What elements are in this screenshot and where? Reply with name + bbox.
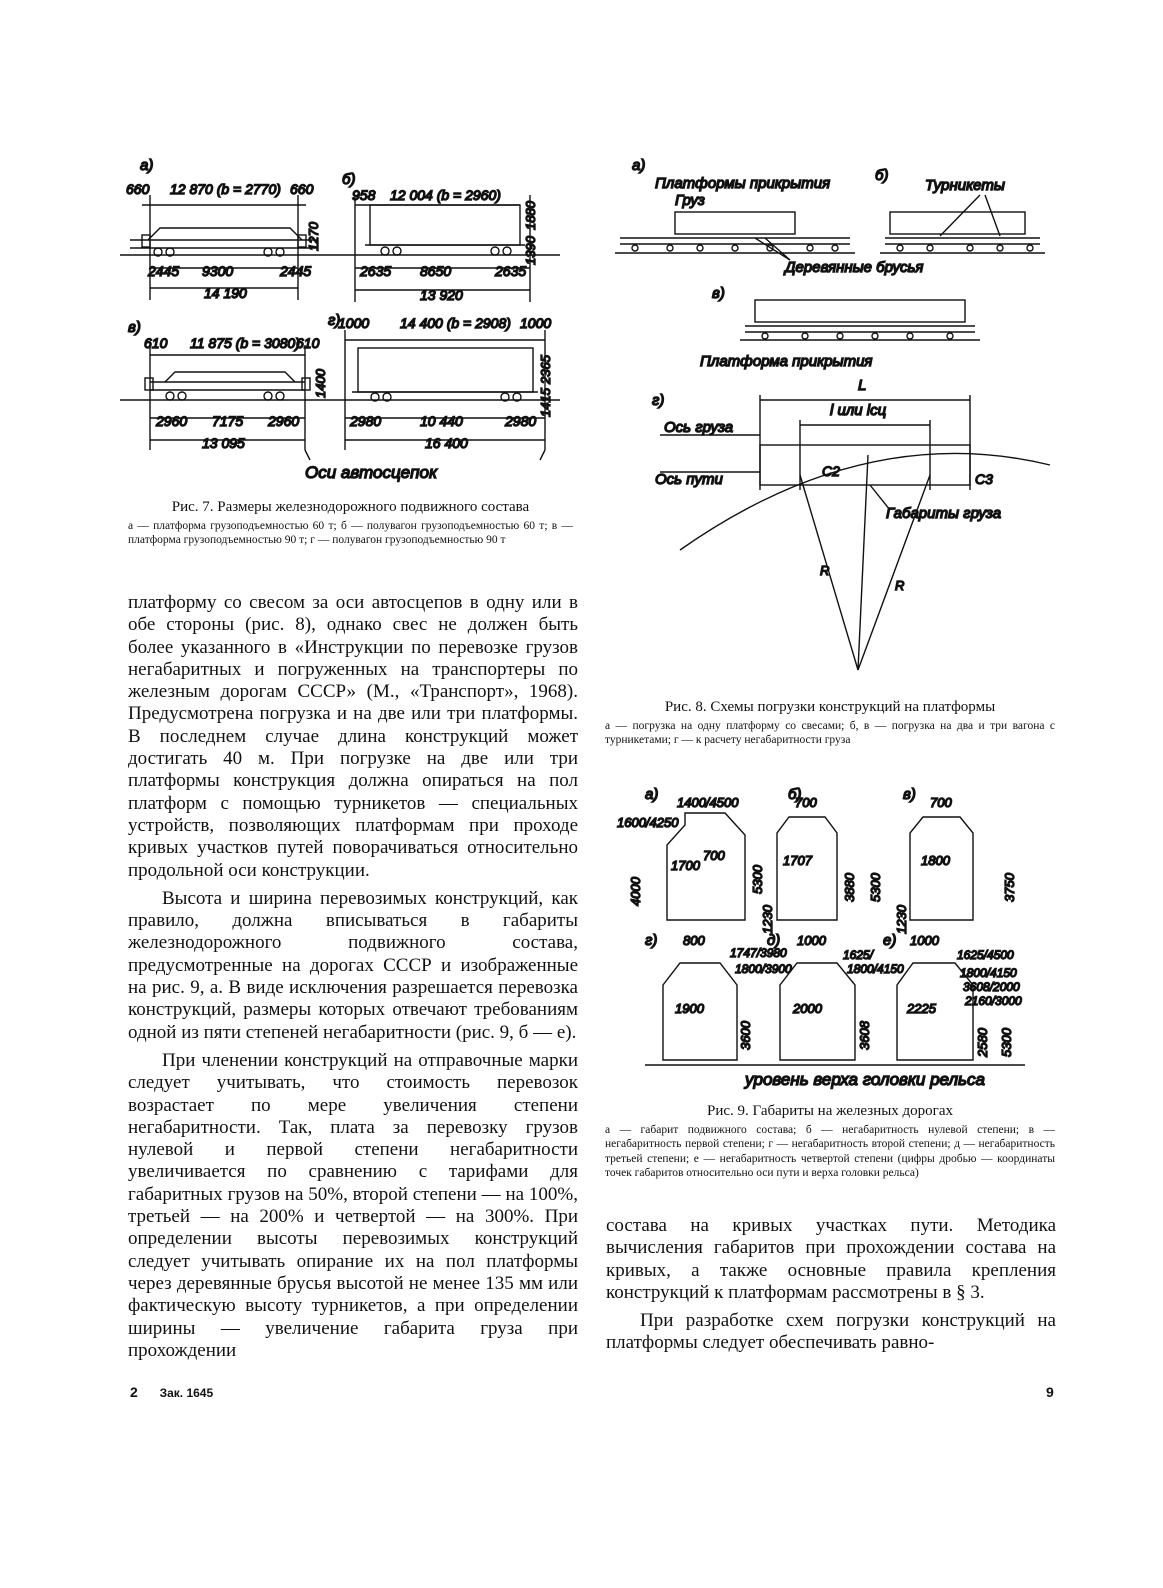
fig9-g-inner: 1900 — [675, 1001, 704, 1016]
fig7-g-bottom-mid: 10 440 — [420, 413, 463, 429]
fig9-e-coord-1: 1625/4500 — [957, 948, 1014, 962]
paragraph-3: При членении конструкций на отправочные марки следует учитывать, что стоимость перевозок возрастает по мере увеличения степени негабаритности. Так, плата за перевозку грузов нулевой и первой степени негабаритности увеличивается по сравнению с тарифами для габаритных грузов на 50%, второй степени — на 100%, третьей — на 200% и четвертой — на 300%. При определении высоты перевозимых конструкций следует учитывать опирание их на пол платформы через деревянные брусья высотой не менее 135 мм или фактическую высоту турникетов, а при определении ширины — увеличение габарита груза при прохождении — [128, 1049, 578, 1361]
page-number: 9 — [1046, 1384, 1054, 1400]
fig9-letter-a: а) — [645, 786, 659, 803]
fig9-b-height-1: 1230 — [760, 905, 775, 934]
fig7-b-bottom-mid: 8650 — [420, 263, 452, 279]
fig9-e-height-2: 5300 — [999, 1028, 1014, 1057]
fig8-letter-a: а) — [632, 157, 646, 174]
paragraph-5: При разработке схем погрузки конструкций на платформы следует обеспечивать равно- — [606, 1310, 1056, 1354]
fig9-g-top: 800 — [683, 933, 705, 948]
fig7-b-bottom-right: 2635 — [495, 263, 527, 279]
fig9-e-height-1: 2580 — [975, 1028, 990, 1057]
fig7-letter-g: г) — [328, 312, 341, 329]
fig8-g-c2: C2 — [822, 463, 840, 479]
signature-number: 2 — [130, 1384, 138, 1400]
fig7-caption-title: Рис. 7. Размеры железнодорожного подвижного состава — [171, 499, 530, 515]
fig9-d-corner: 1625/ — [843, 948, 874, 962]
fig7-letter-v: в) — [128, 319, 141, 336]
fig7-v-dim-main: 11 875 (b = 3080) — [190, 335, 300, 351]
paragraph-2: Высота и ширина перевозимых конструкций, как правило, должна вписываться в габариты железнодорожного подвижного состава, предусмотренные на дорогах СССР и изображенные на рис. 9, а. В виде исключения разрешается перевозка конструкций, размеры которых отвечают требованиям одной из пяти степеней негабаритности (рис. 9, б — е). — [128, 887, 578, 1043]
fig9-v-top: 700 — [930, 795, 952, 810]
fig7-b-height-1: 1390 — [523, 236, 538, 265]
fig9-letter-d: д) — [767, 932, 781, 949]
fig7-g-bottom-right: 2980 — [505, 413, 537, 429]
fig7-g-total: 16 400 — [425, 435, 468, 451]
fig8-scheme-g — [660, 395, 1050, 670]
fig9-g-corner: 1747/3980 — [730, 946, 787, 960]
left-column — [128, 592, 578, 1362]
fig7-v-height: 1400 — [313, 369, 328, 398]
fig9-letter-v: в) — [903, 786, 916, 803]
fig9-a-inner-h: 700 — [703, 848, 725, 863]
fig9-caption-legend: а — габарит подвижного состава; б — негабаритность нулевой степени; в — негабаритность первой степени; г — негабаритность второй степени; д — негабаритность третьей степени; е — негабаритность четвертой степени (цифры дробью — координаты точек габаритов относительно оси пути и верха головки рельса) — [605, 1123, 1055, 1179]
fig8-g-r1: R — [820, 563, 830, 578]
fig7-b-dim-left: 958 — [352, 187, 376, 203]
figure-8 — [600, 150, 1060, 690]
fig8-scheme-b — [880, 195, 1045, 253]
fig9-e-coord-2: 1800/4150 — [960, 966, 1017, 980]
fig8-label-platform: Платформа прикрытия — [700, 353, 873, 370]
fig8-letter-g: г) — [652, 392, 665, 409]
fig9-letter-g: г) — [645, 932, 658, 949]
fig7-g-dim-main: 14 400 (b = 2908) — [400, 315, 511, 331]
fig9-outline-b — [777, 817, 837, 920]
fig9-letter-e: е) — [883, 932, 897, 949]
fig7-a-dim-left: 660 — [126, 181, 150, 197]
fig7-v-bottom-mid: 7175 — [212, 413, 244, 429]
fig7-caption-legend: а — платформа грузоподъемностью 60 т; б — полувагон грузоподъемностью 60 т; в — платформа грузоподъемностью 90 т; г — полувагон грузоподъемностью 90 т — [128, 519, 573, 547]
fig8-caption — [605, 698, 1055, 748]
fig9-a-side: 1600/4250 — [617, 815, 679, 830]
fig7-g-height-1: 1415 — [538, 388, 553, 417]
fig7-g-height-2: 2365 — [538, 355, 553, 384]
fig9-a-height-1: 4000 — [628, 877, 643, 906]
fig7-a-bottom-left: 2445 — [148, 263, 180, 279]
fig7-letter-b: б) — [342, 171, 356, 188]
fig9-a-top: 1400/4500 — [677, 795, 739, 810]
paragraph-4: состава на кривых участках пути. Методика вычисления габаритов при прохождении состава на кривых, а также основные правила крепления конструкций к платформам рассмотрены в § 3. — [606, 1215, 1056, 1303]
footer-signature — [130, 1384, 213, 1400]
fig9-d-inner: 2000 — [793, 1001, 822, 1016]
fig9-a-inner-w: 1700 — [671, 858, 700, 873]
fig9-outline-v — [910, 817, 973, 920]
fig9-e-inner: 2225 — [907, 1001, 936, 1016]
fig9-g-height: 3600 — [738, 1021, 753, 1050]
fig9-e-coord-3: 3608/2000 — [963, 980, 1020, 994]
fig9-e-top: 1000 — [910, 933, 939, 948]
fig9-v-height-1: 1230 — [894, 905, 909, 934]
fig7-a-bottom-right: 2445 — [280, 263, 312, 279]
fig8-letter-b: б) — [875, 167, 889, 184]
fig8-g-gauge: Габариты груза — [886, 505, 1002, 522]
fig7-b-total: 13 920 — [420, 287, 463, 303]
fig8-g-l: l или lсц — [830, 402, 887, 419]
fig8-label-platforms: Платформы прикрытия — [655, 175, 831, 192]
figure-9 — [605, 785, 1060, 1095]
fig9-d-height: 3608 — [857, 1021, 872, 1050]
fig7-g-dim-right: 1000 — [520, 315, 552, 331]
fig9-e-coord-4: 2160/3000 — [965, 994, 1022, 1008]
fig9-b-top: 700 — [795, 795, 817, 810]
fig7-a-bottom-mid: 9300 — [202, 263, 234, 279]
fig7-b-height-2: 1880 — [523, 201, 538, 230]
fig7-a-total: 14 190 — [204, 285, 247, 301]
fig8-g-track-axis: Ось пути — [655, 471, 723, 488]
order-number: Зак. 1645 — [159, 1386, 214, 1400]
fig9-d-top: 1000 — [797, 933, 826, 948]
fig8-scheme-a — [615, 212, 855, 260]
fig9-caption — [605, 1102, 1055, 1180]
fig7-v-bottom-right: 2960 — [268, 413, 300, 429]
fig9-g-side: 1800/3900 — [735, 962, 792, 976]
fig8-label-turnstiles: Турникеты — [925, 177, 1005, 194]
fig9-rail-label: уровень верха головки рельса — [745, 1070, 985, 1089]
fig7-a-dim-main: 12 870 (b = 2770) — [170, 181, 281, 197]
fig8-label-cargo: Груз — [675, 192, 705, 209]
figure-7 — [120, 150, 580, 490]
fig8-caption-title: Рис. 8. Схемы погрузки конструкций на платформы — [664, 699, 996, 715]
fig7-b-bottom-left: 2635 — [360, 263, 392, 279]
fig7-caption — [128, 498, 573, 548]
fig7-v-bottom-left: 2960 — [156, 413, 188, 429]
fig8-g-c3: C3 — [975, 471, 993, 487]
fig9-b-inner: 1707 — [783, 853, 812, 868]
fig7-b-dim-main: 12 004 (b = 2960) — [390, 187, 501, 203]
fig8-letter-v: в) — [712, 285, 725, 302]
fig8-g-r2: R — [895, 578, 905, 593]
fig9-letter-b: б) — [788, 786, 802, 803]
fig7-a-dim-right: 660 — [290, 181, 314, 197]
fig8-caption-legend: а — погрузка на одну платформу со свесами; б, в — погрузка на два и три вагона с турникетами; г — к расчету негабаритности груза — [605, 719, 1055, 747]
fig9-d-side: 1800/4150 — [847, 962, 904, 976]
fig8-scheme-v — [740, 300, 980, 340]
fig7-g-bottom-left: 2980 — [350, 413, 382, 429]
fig7-a-height: 1270 — [306, 222, 321, 251]
paragraph-1: платформу со свесом за оси автосцепов в одну или в обе стороны (рис. 8), однако свес не должен быть более указанного в «Инструкции по перевозке грузов негабаритных и погруженных на транспортеры по железным дорогам СССР» (М., «Транспорт», 1968). Предусмотрена погрузка и на две или три платформы. В последнем случае длина конструкций может достигать 40 м. При погрузке на две или три платформы конструкция должна опираться на пол платформ с помощью турникетов — специальных устройств, позволяющих платформам при проходе кривых участков путей поворачиваться относительно продольной оси конструкции. — [128, 592, 578, 881]
fig9-b-height-3: 5300 — [868, 873, 883, 902]
right-column — [606, 1215, 1056, 1355]
fig7-g-dim-left: 1000 — [338, 315, 370, 331]
fig7-v-total: 13 095 — [202, 435, 245, 451]
fig7-letter-a: а) — [140, 157, 154, 174]
fig8-label-beams: Деревянные брусья — [785, 259, 924, 276]
fig8-g-L: L — [858, 377, 867, 394]
fig8-g-cargo-axis: Ось груза — [664, 419, 734, 436]
fig7-v-dim-right: 610 — [296, 335, 320, 351]
fig7-v-dim-left: 610 — [144, 335, 168, 351]
fig9-v-height-2: 3750 — [1002, 873, 1017, 902]
fig7-axes-label: Оси автосцепок — [305, 463, 437, 482]
fig9-a-height-2: 5300 — [750, 865, 765, 894]
fig9-b-height-2: 3880 — [842, 873, 857, 902]
fig9-v-inner: 1800 — [921, 853, 950, 868]
fig9-caption-title: Рис. 9. Габариты на железных дорогах — [707, 1103, 953, 1119]
